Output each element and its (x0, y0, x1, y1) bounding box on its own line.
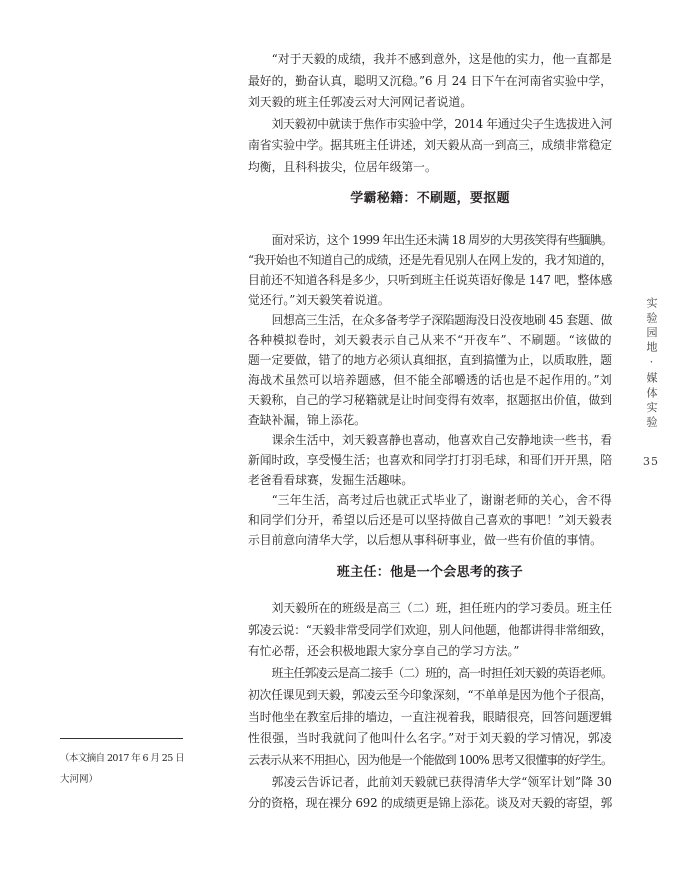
footnote-divider (60, 738, 183, 739)
paragraph (248, 49, 612, 114)
article-part-2 (248, 598, 612, 815)
text-line: 课余生活中，刘天毅喜静也喜动，他喜欢自己安静地读一些书，看 (271, 433, 612, 447)
text-line: 刘天毅的班主任郭凌云对大河网记者说道。 (248, 95, 473, 109)
text-line: 刘天毅所在的班级是高三（二）班，担任班内的学习委员。班主任 (271, 601, 612, 615)
text-line: 示目前意向清华大学，以后想从事科研事业，做一些有价值的事情。 (248, 533, 602, 547)
paragraph (248, 310, 612, 430)
text-line: 最好的，勤奋认真，聪明又沉稳。”6 月 24 日下午在河南省实验中学， (248, 73, 613, 88)
text-line: “对于天毅的成绩，我并不感到意外，这是他的实力，他一直都是 (271, 52, 612, 66)
paragraph (248, 230, 612, 310)
text-line: 天毅称，自己的学习秘籍就是让时间变得有效率，抠题抠出价值，做到 (248, 393, 613, 407)
text-line: 初次任课见到天毅，郭凌云至今印象深刻，“不单单是因为他个子很高， (248, 687, 612, 702)
text-line: 海战术虽然可以培养题感，但不能全部嚼透的话也是不起作用的。”刘 (248, 373, 612, 387)
text-line: 南省实验中学。据其班主任讲述，刘天毅从高一到高三，成绩非常稳定 (248, 138, 613, 152)
column-label: 实验园地·媒体实验 (645, 297, 658, 431)
text-line: 各种模拟卷时，刘天毅表示自己从来不“开夜车”、不刷题。“该做的 (248, 333, 613, 347)
text-line: 刘天毅初中就读于焦作市实验中学，2014 年通过尖子生选拔进入河 (271, 116, 612, 131)
text-line: 郭凌云说：“天毅非常受同学们欢迎，别人问他题，他都讲得非常细致， (248, 622, 612, 637)
paragraph (248, 598, 612, 663)
paragraph (248, 114, 612, 179)
text-line: 分的资格，现在裸分 692 的成绩更是锦上添花。谈及对天毅的寄望，郭 (248, 796, 613, 811)
article-part-1 (248, 230, 612, 550)
text-line: 目前还不知道各科是多少，只听到班主任说英语好像是 147 吧，整体感 (248, 273, 613, 287)
source-note-line: 大河网） (60, 774, 99, 785)
text-line: 回想高三生活，在众多备考学子深陷题海没日没夜地刷 45 套题、做 (271, 313, 613, 327)
section-heading: 班主任：他是一个会思考的孩子 (336, 565, 524, 580)
text-line: 题一定要做，错了的地方必须认真细抠，直到搞懂为止，以质取胜，题 (248, 353, 613, 367)
source-note-line: （本文摘自 2017 年 6 月 25 日 (60, 753, 184, 764)
text-line: 性很强，当时我就问了他叫什么名字。”对于刘天毅的学习情况，郭凌 (248, 731, 612, 746)
paragraph (248, 663, 612, 772)
page-number: 35 (643, 455, 659, 468)
text-line: 云表示从来不用担心，因为他是一个能做到 100% 思考又很懂事的好学生。 (248, 752, 612, 767)
text-line: 和同学们分开，希望以后还是可以坚持做自己喜欢的事吧！”刘天毅表 (248, 513, 613, 527)
paragraph (248, 430, 612, 490)
text-line: 郭凌云告诉记者，此前刘天毅就已获得清华大学“领军计划”降 30 (271, 774, 612, 789)
text-line: “我开始也不知道自己的成绩，还是先看见别人在网上发的，我才知道的， (248, 253, 612, 267)
paragraph (248, 490, 612, 550)
text-line: 班主任郭凌云是高二接手（二）班的，高一时担任刘天毅的英语老师。 (271, 666, 612, 681)
text-line: 老爸看看球赛，发掘生活趣味。 (248, 473, 414, 487)
section-heading: 学霸秘籍：不刷题，要抠题 (350, 191, 510, 206)
text-line: 新闻时政，享受慢生活；也喜欢和同学打打羽毛球，和哥们开开黑，陪 (248, 453, 613, 467)
text-line: “三年生活，高考过后也就正式毕业了，谢谢老师的关心，舍不得 (271, 493, 612, 507)
text-line: 当时他坐在教室后排的墙边，一直注视着我，眼睛很亮，回答问题逻辑 (248, 709, 613, 724)
text-line: 面对采访，这个 1999 年出生还未满 18 周岁的大男孩笑得有些腼腆。 (271, 233, 612, 247)
article-intro (248, 49, 612, 178)
text-line: 均衡，且科科拔尖，位居年级第一。 (248, 159, 437, 174)
text-line: 有忙必帮，还会积极地跟大家分享自己的学习方法。” (248, 644, 520, 659)
text-line: 查缺补漏，锦上添花。 (248, 413, 366, 427)
source-note (60, 748, 184, 790)
text-line: 觉还行。”刘天毅笑着说道。 (248, 293, 390, 307)
paragraph (248, 772, 612, 815)
